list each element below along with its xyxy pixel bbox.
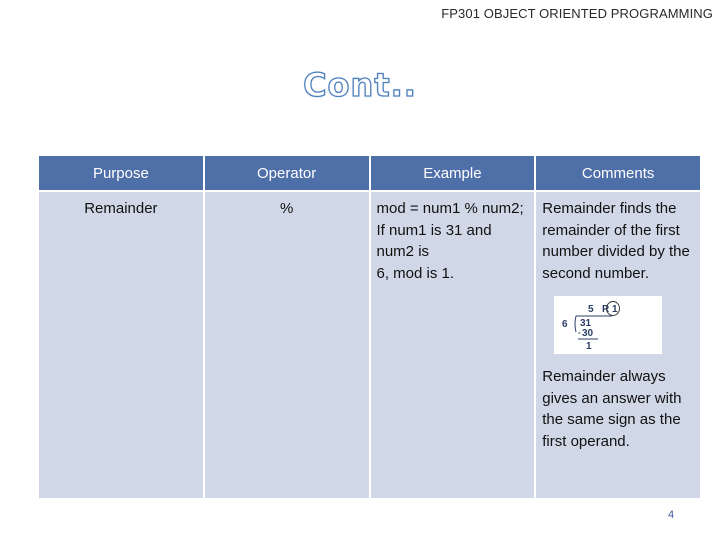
- divisor-text: 6: [562, 319, 568, 330]
- slide-title: Cont..: [303, 66, 417, 104]
- table-header-row: [39, 156, 700, 190]
- example-text: mod = num1 % num2; If num1 is 31 and num2 is 6, mod is 1.: [376, 200, 524, 282]
- header-purpose: Purpose: [39, 156, 203, 190]
- operator-table: [37, 154, 702, 500]
- minus-sign: -: [578, 328, 581, 337]
- result-text: 1: [586, 341, 592, 352]
- header-comments: Comments: [536, 156, 700, 190]
- remainder-label: R 1: [602, 304, 618, 315]
- cell-purpose: Remainder: [39, 192, 203, 498]
- page-number: 4: [668, 509, 675, 521]
- division-bracket: [575, 316, 576, 332]
- subtracted-text: 30: [582, 328, 594, 339]
- cell-comments: [536, 192, 700, 498]
- course-header: FP301 OBJECT ORIENTED PROGRAMMING: [441, 6, 713, 21]
- long-division-svg: [554, 296, 662, 354]
- dividend-text: 31: [580, 318, 592, 329]
- quotient-text: 5: [588, 304, 594, 315]
- comment-text-1: Remainder finds the remainder of the first number divided by the second number.: [542, 200, 690, 282]
- header-example: Example: [371, 156, 535, 190]
- cell-example: [371, 192, 535, 498]
- long-division-figure: [554, 296, 662, 354]
- cell-operator: %: [205, 192, 369, 498]
- header-operator: Operator: [205, 156, 369, 190]
- comment-text-2: Remainder always gives an answer with the same sign as the first operand.: [542, 368, 682, 450]
- table-row: [39, 192, 700, 498]
